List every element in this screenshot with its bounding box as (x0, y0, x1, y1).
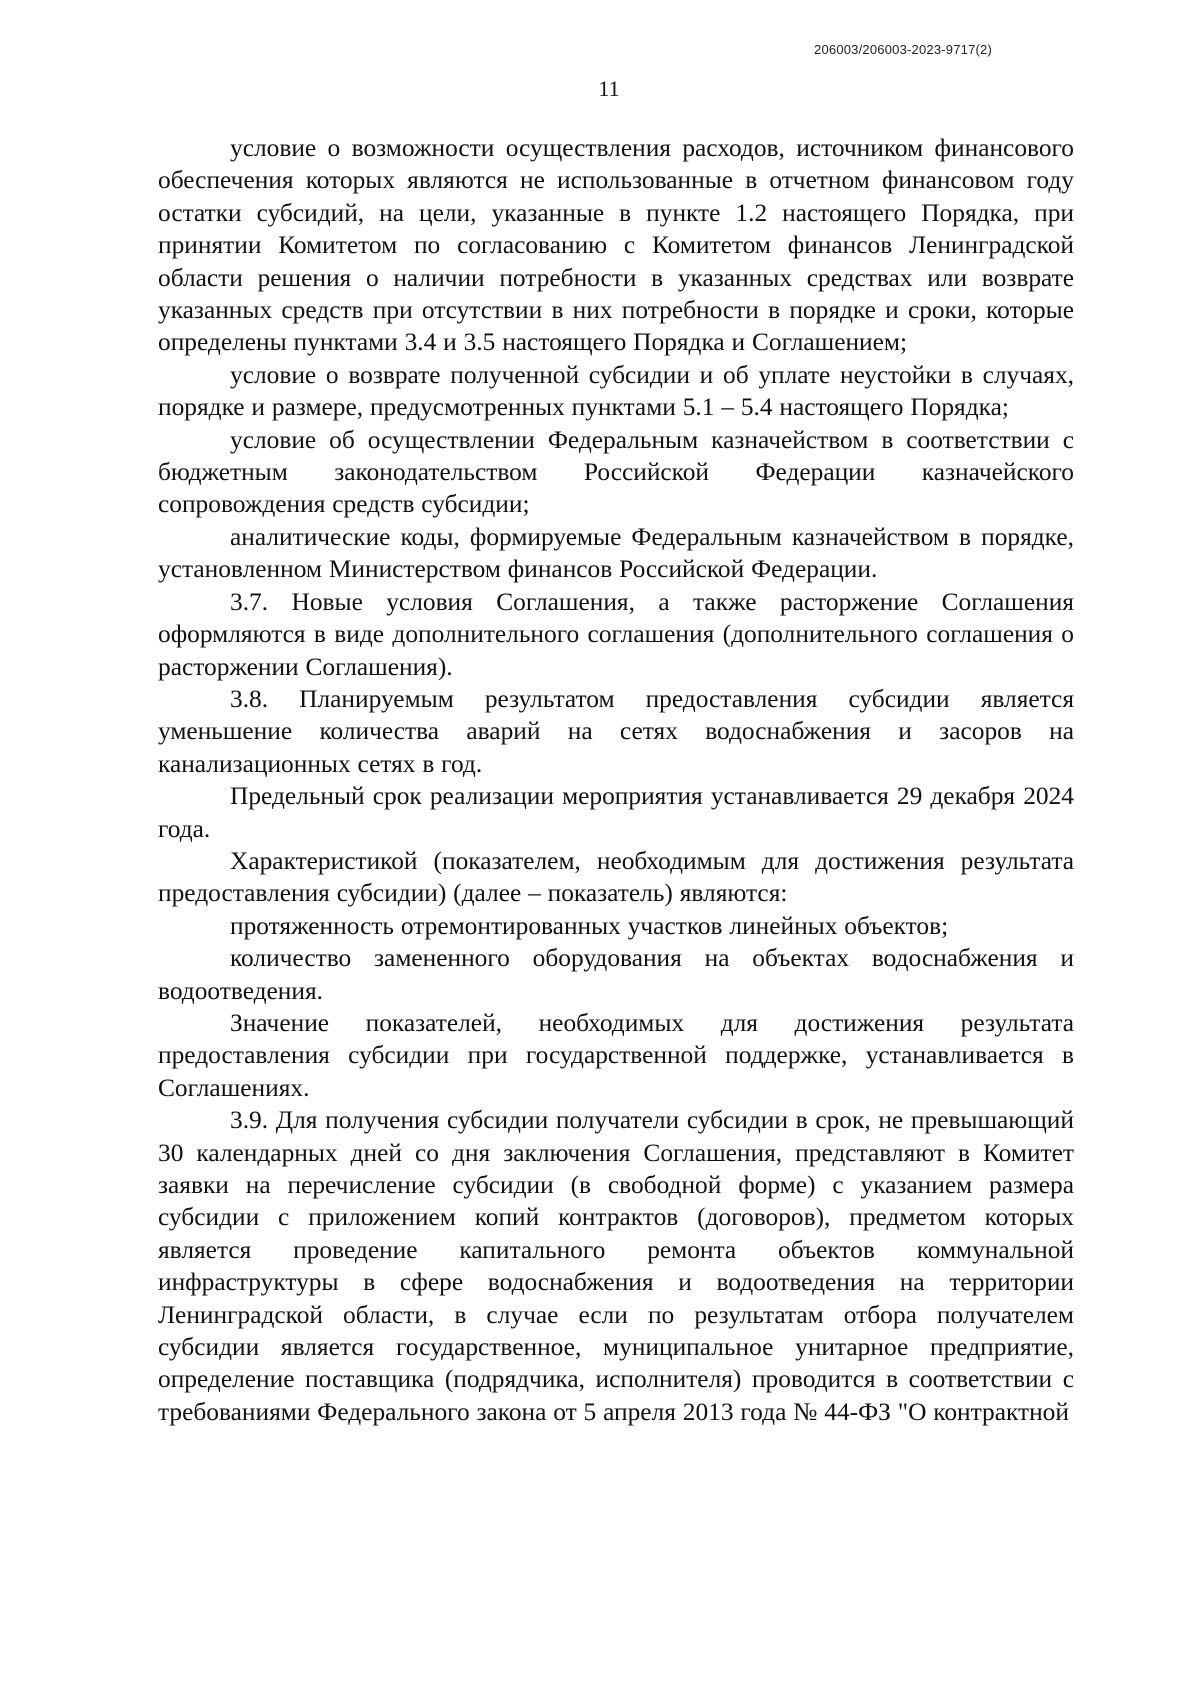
paragraph-3-7: 3.7. Новые условия Соглашения, а также расторжение Соглашения оформляются в виде дополнительного соглашения (дополнительного соглашения о расторжении Соглашения). (158, 587, 1074, 681)
paragraph-indicator-length: протяженность отремонтированных участков линейных объектов; (230, 911, 949, 940)
paragraph-analytic-codes: аналитические коды, формируемые Федеральным казначейством в порядке, установленном Министерством финансов Российской Федерации. (158, 522, 1074, 584)
document-body (158, 132, 1074, 1428)
paragraph-indicator-intro: Характеристикой (показателем, необходимым для достижения результата предоставления субсидии) (далее – показатель) являются: (158, 846, 1074, 908)
paragraph-treasury-condition: условие об осуществлении Федеральным казначейством в соответствии с бюджетным законодательством Российской Федерации казначейского сопровождения средств субсидии; (158, 425, 1074, 519)
page-number: 11 (598, 76, 620, 101)
paragraph-refund-condition: условие о возврате полученной субсидии и об уплате неустойки в случаях, порядке и размере, предусмотренных пунктами 5.1 – 5.4 настоящего Порядка; (158, 360, 1074, 422)
paragraph-3-8: 3.8. Планируемым результатом предоставления субсидии является уменьшение количества аварий на сетях водоснабжения и засоров на канализационных сетях в год. (158, 684, 1074, 778)
paragraph-indicator-equipment: количество замененного оборудования на объектах водоснабжения и водоотведения. (158, 944, 1074, 1005)
paragraph-unused-balances-condition: условие о возможности осуществления расходов, источником финансового обеспечения которых являются не использованные в отчетном финансовом году остатки субсидий, на цели, указанные в пункте 1.2 настоящего Порядка, при принятии Комитетом по согласованию с Комитетом финансов Ленинградской области решения о наличии потребности в указанных средствах или возврате указанных средств при отсутствии в них потребности в порядке и сроки, которые определены пунктами 3.4 и 3.5 настоящего Порядка и Соглашением; (158, 134, 1074, 357)
paragraph-3-9: 3.9. Для получения субсидии получатели субсидии в срок, не превышающий 30 календарных дней со дня заключения Соглашения, представляют в Комитет заявки на перечисление субсидии (в свободной форме) с указанием размера субсидии с приложением копий контрактов (договоров), предметом которых является проведение капитального ремонта объектов коммунальной инфраструктуры в сфере водоснабжения и водоотведения на территории Ленинградской области, в случае если по результатам отбора получателем субсидии является государственное, муниципальное унитарное предприятие, определение поставщика (подрядчика, исполнителя) проводится в соответствии с требованиями Федерального закона от 5 апреля 2013 года № 44-ФЗ "О контрактной (158, 1106, 1074, 1426)
paragraph-deadline: Предельный срок реализации мероприятия устанавливается 29 декабря 2024 года. (158, 782, 1074, 843)
document-id: 206003/206003-2023-9717(2) (814, 42, 992, 57)
paragraph-indicator-values: Значение показателей, необходимых для достижения результата предоставления субсидии при государственной поддержке, устанавливается в Соглашениях. (158, 1008, 1074, 1102)
